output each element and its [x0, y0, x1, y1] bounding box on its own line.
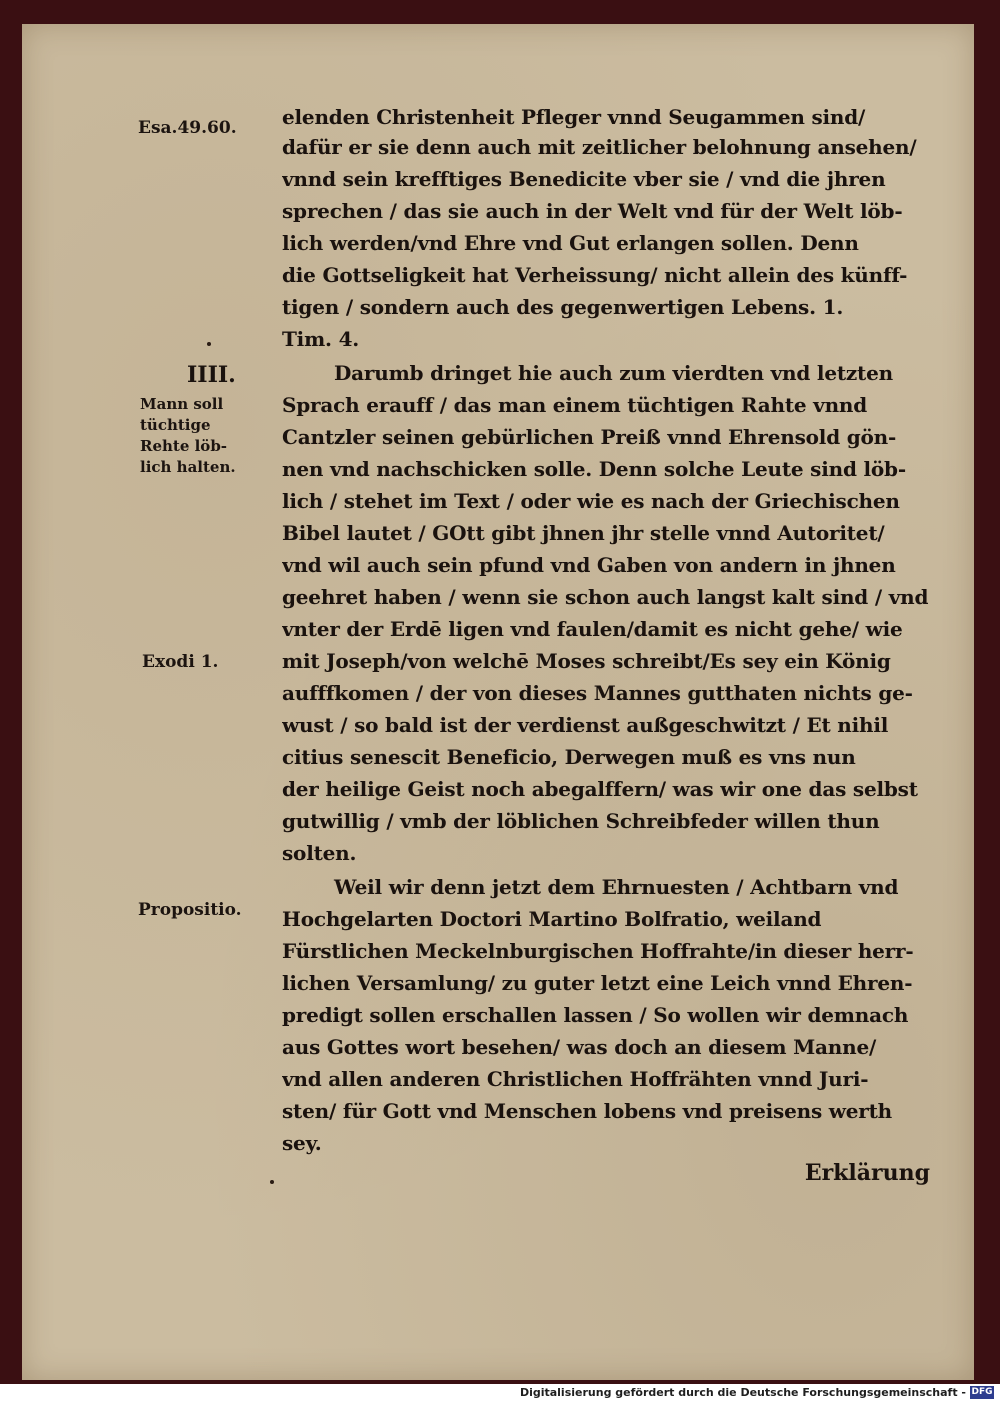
text-line: Fürstlichen Meckelnburgischen Hoffrahte/in dieser herr- [282, 939, 914, 963]
footer-credit-text: Digitalisierung gefördert durch die Deutsche Forschungsgemeinschaft - [519, 1386, 966, 1399]
text-line: Hochgelarten Doctori Martino Bolfratio, weiland [282, 907, 822, 931]
text-line: citius senescit Beneficio, Derwegen muß es vns nun [282, 745, 856, 769]
text-line: elenden Christenheit Pfleger vnnd Seugammen sind/ [282, 105, 866, 129]
margin-note-isaiah-ref: Esa.49.60. [138, 118, 237, 138]
margin-note-line: lich halten. [140, 458, 236, 476]
text-line: der heilige Geist noch abegalffern/ was wir one das selbst [282, 777, 918, 801]
section-number: IIII. [187, 362, 236, 388]
book-page [22, 24, 974, 1380]
text-line: sten/ für Gott vnd Menschen lobens vnd preisens werth [282, 1099, 893, 1123]
text-line: Bibel lautet / GOtt gibt jhnen jhr stelle vnnd Autoritet/ [282, 521, 885, 545]
margin-note-line: Rehte löb- [140, 437, 228, 455]
margin-note-propositio: Propositio. [138, 900, 242, 920]
text-line: lichen Versamlung/ zu guter letzt eine Leich vnnd Ehren- [282, 971, 913, 995]
text-line: aufffkomen / der von dieses Mannes gutthaten nichts ge- [282, 681, 913, 705]
text-line: tigen / sondern auch des gegenwertigen Lebens. 1. [282, 295, 844, 319]
scan-speck [207, 342, 211, 346]
text-line: lich / stehet im Text / oder wie es nach der Griechischen [282, 489, 900, 513]
margin-note-section [140, 394, 270, 478]
text-line: nen vnd nachschicken solle. Denn solche Leute sind löb- [282, 457, 906, 481]
text-line: dafür er sie denn auch mit zeitlicher belohnung ansehen/ [282, 135, 917, 159]
text-line: predigt sollen erschallen lassen / So wollen wir demnach [282, 1003, 909, 1027]
margin-note-line: tüchtige [140, 416, 211, 434]
margin-note-exodus-ref: Exodi 1. [142, 652, 219, 672]
text-line: Weil wir denn jetzt dem Ehrnuesten / Achtbarn vnd [334, 875, 899, 899]
text-line: vnter der Erdē ligen vnd faulen/damit es nicht gehe/ wie [282, 617, 903, 641]
text-line: mit Joseph/von welchē Moses schreibt/Es sey ein König [282, 649, 891, 673]
text-line: Darumb dringet hie auch zum vierdten vnd letzten [334, 361, 893, 385]
margin-note-line: Mann soll [140, 395, 224, 413]
text-line: geehret haben / wenn sie schon auch langst kalt sind / vnd [282, 585, 929, 609]
dfg-logo: DFG [971, 1387, 993, 1397]
footer [0, 1384, 1000, 1402]
text-line: die Gottseligkeit hat Verheissung/ nicht allein des künff- [282, 263, 908, 287]
text-line: Sprach erauff / das man einem tüchtigen Rahte vnnd [282, 393, 868, 417]
text-line: vnnd sein krefftiges Benedicite vber sie / vnd die jhren [282, 167, 886, 191]
scan-speck [270, 1180, 274, 1184]
text-line: Tim. 4. [282, 327, 360, 351]
text-line: wust / so bald ist der verdienst außgeschwitzt / Et nihil [282, 713, 889, 737]
text-line: sprechen / das sie auch in der Welt vnd für der Welt löb- [282, 199, 903, 223]
text-line: lich werden/vnd Ehre vnd Gut erlangen sollen. Denn [282, 231, 859, 255]
catchword: Erklärung [804, 1160, 930, 1186]
text-line: sey. [282, 1131, 322, 1155]
text-line: Cantzler seinen gebürlichen Preiß vnnd Ehrensold gön- [282, 425, 897, 449]
text-line: vnd allen anderen Christlichen Hoffrähten vnnd Juri- [282, 1067, 869, 1091]
text-line: vnd wil auch sein pfund vnd Gaben von andern in jhnen [282, 553, 896, 577]
text-line: aus Gottes wort besehen/ was doch an diesem Manne/ [282, 1035, 877, 1059]
text-line: solten. [282, 841, 357, 865]
text-line: gutwillig / vmb der löblichen Schreibfeder willen thun [282, 809, 880, 833]
